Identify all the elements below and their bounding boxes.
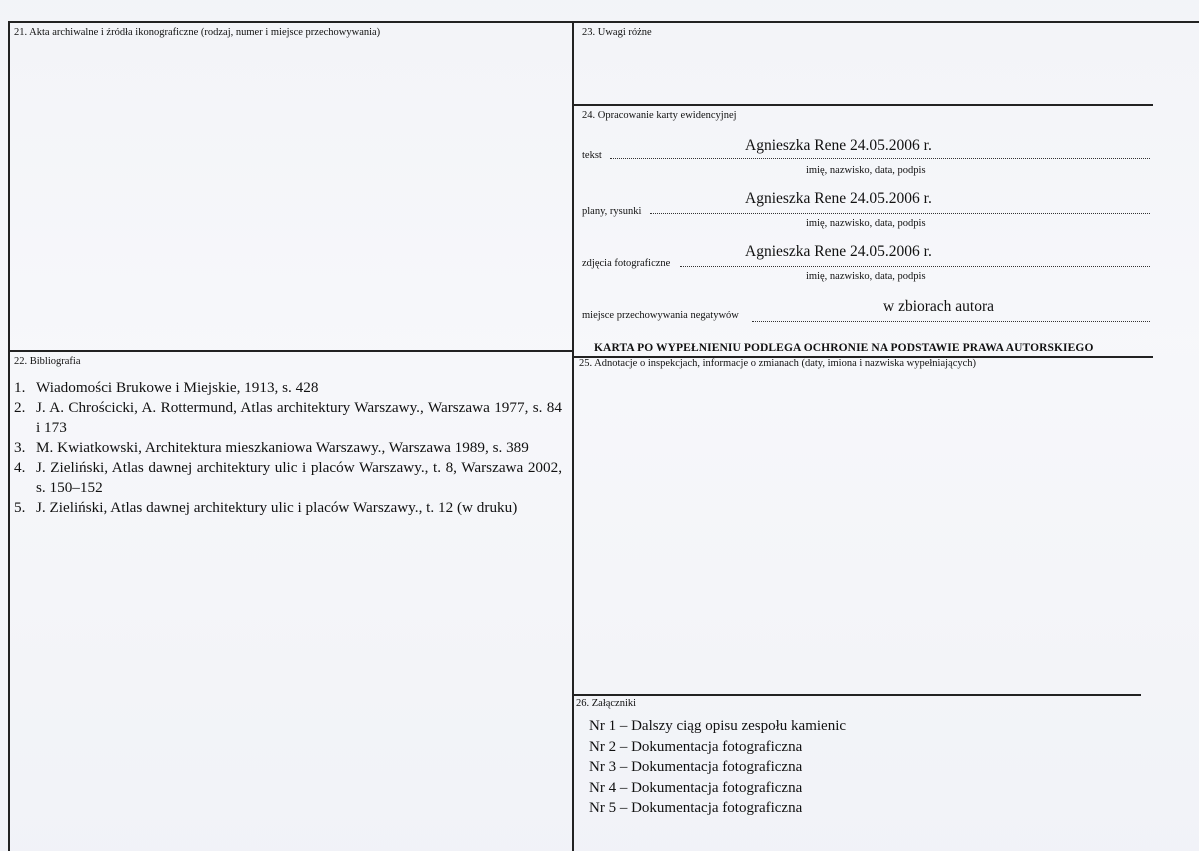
field-label-text: tekst (582, 150, 602, 161)
attachment-item: Nr 5 – Dokumentacja fotograficzna (589, 800, 803, 816)
attachment-item: Nr 3 – Dokumentacja fotograficzna (589, 759, 803, 775)
section-22-title: 22. Bibliografia (14, 356, 81, 367)
signature-caption-text: imię, nazwisko, data, podpis (806, 165, 926, 176)
bibliography-list (14, 378, 562, 518)
section-23-title: 23. Uwagi różne (582, 27, 652, 38)
section-21-title: 21. Akta archiwalne i źródła ikonograficzne (rodzaj, numer i miejsce przechowywania) (14, 27, 381, 38)
field-label-photos: zdjęcia fotograficzne (582, 258, 671, 269)
bibliography-item: 3. M. Kwiatkowski, Architektura mieszkaniowa Warszawy., Warszawa 1989, s. 389 (14, 439, 529, 456)
attachment-item: Nr 2 – Dokumentacja fotograficzna (589, 738, 803, 755)
negatives-label: miejsce przechowywania negatywów (582, 310, 739, 321)
top-border (8, 21, 1199, 23)
section-24-top-line (573, 104, 1153, 106)
signature-line-plans (650, 213, 1150, 214)
signature-line-photos (680, 266, 1150, 267)
negatives-value: w zbiorach autora (883, 298, 995, 315)
signature-line-text (610, 158, 1150, 159)
negatives-line (752, 321, 1150, 322)
left-border (8, 21, 10, 851)
field-label-plans: plany, rysunki (582, 206, 642, 217)
copyright-notice: KARTA PO WYPEŁNIENIU PODLEGA OCHRONIE NA PODSTAWIE PRAWA AUTORSKIEGO (594, 342, 1094, 354)
bibliography-item: 4. J. Zieliński, Atlas dawnej architektury ulic i placów Warszawy., t. 8, Warszawa 2002, s. 150–152 (14, 459, 562, 496)
left-horizontal-divider (8, 350, 573, 352)
center-divider (572, 21, 574, 851)
section-26-top-line (573, 694, 1141, 696)
bibliography-item: 2. J. A. Chrościcki, A. Rottermund, Atlas architektury Warszawy., Warszawa 1977, s. 84 i 173 (14, 399, 562, 436)
signature-caption-photos: imię, nazwisko, data, podpis (806, 271, 926, 282)
attachment-item: Nr 1 – Dalszy ciąg opisu zespołu kamienic (589, 718, 847, 734)
signature-text: Agnieszka Rene 24.05.2006 r. (745, 137, 932, 154)
section-25-title: 25. Adnotacje o inspekcjach, informacje o zmianach (daty, imiona i nazwiska wypełniających) (579, 358, 977, 369)
attachment-item: Nr 4 – Dokumentacja fotograficzna (589, 779, 803, 796)
signature-photos: Agnieszka Rene 24.05.2006 r. (745, 243, 932, 260)
signature-caption-plans: imię, nazwisko, data, podpis (806, 218, 926, 229)
bibliography-item: 1. Wiadomości Brukowe i Miejskie, 1913, s. 428 (14, 379, 319, 396)
section-24-title: 24. Opracowanie karty ewidencyjnej (582, 110, 737, 121)
section-26-title: 26. Załączniki (576, 698, 637, 709)
signature-plans: Agnieszka Rene 24.05.2006 r. (745, 190, 932, 207)
attachments-list (589, 716, 846, 819)
bibliography-item: 5. J. Zieliński, Atlas dawnej architektury ulic i placów Warszawy., t. 12 (w druku) (14, 499, 518, 516)
